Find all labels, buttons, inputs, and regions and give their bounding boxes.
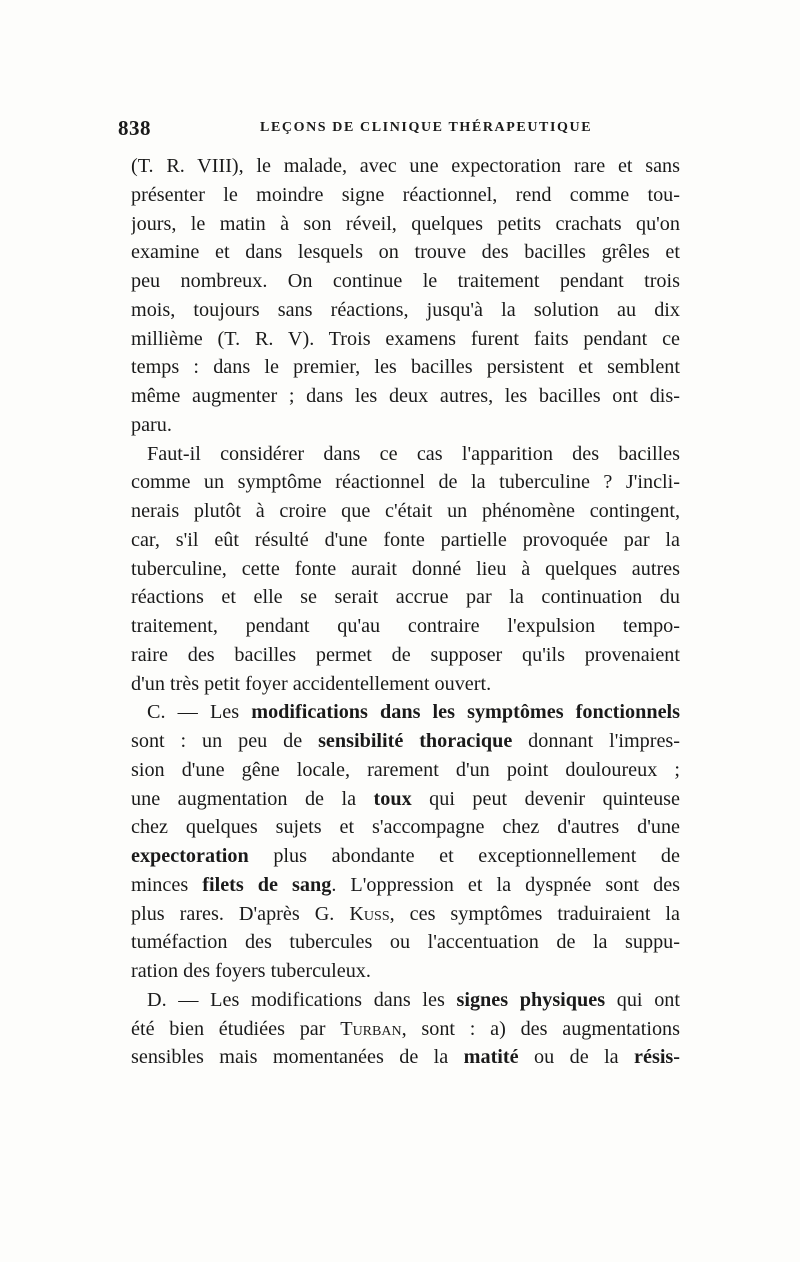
author-name: Kuss [349,902,390,925]
text-line: car, s'il eût résulté d'une fonte partielle provoquée par la [131,528,680,551]
text-line: sion d'une gêne locale, rarement d'un point douloureux ; [131,758,680,781]
bold-term: toux [373,787,412,810]
text-run: été bien étudiées par [131,1017,341,1040]
page-number: 838 [118,116,151,140]
text-line [131,842,680,871]
text-line: tuberculine, cette fonte aurait donné lieu à quelques autres [131,557,680,580]
text-run: plus abondante et exceptionnellement de [248,845,680,867]
bold-term: sensibilité thoracique [318,730,513,752]
bold-term: expectoration [131,845,249,867]
text-run: D. — Les modifications dans les [147,988,457,1011]
text-line: même augmenter ; dans les deux autres, les bacilles ont dis- [131,385,680,407]
bold-term: résis- [634,1046,680,1069]
text-line: chez quelques sujets et s'accompagne chez d'autres d'une [131,816,680,839]
text-line [131,871,680,900]
text-line: Faut-il considérer dans ce cas l'apparition des bacilles [147,442,680,465]
author-name: Turban [340,1017,402,1040]
text-run: qui ont [605,988,680,1011]
text-line: peu nombreux. On continue le traitement pendant trois [131,270,680,292]
text-line [131,698,680,727]
text-run: , ces symptômes traduiraient la [389,902,680,925]
body-text [131,152,680,1072]
text-line [131,900,680,929]
text-line: nerais plutôt à croire que c'était un phénomène contingent, [131,500,680,522]
text-line: réactions et elle se serait accrue par la continuation du [131,586,680,609]
text-run: plus rares. D'après G. [131,902,350,925]
paragraph-2 [131,440,680,699]
text-line [131,727,680,756]
text-run: une augmentation de la [131,787,374,810]
text-run: . L'oppression et la dyspnée sont des [331,873,680,896]
text-line [131,1043,680,1072]
text-run: ou de la [518,1046,635,1069]
page-header [118,116,678,146]
text-line [131,785,680,814]
text-line: millième (T. R. V). Trois examens furent faits pendant ce [131,327,680,350]
text-line: temps : dans le premier, les bacilles persistent et semblent [131,356,680,379]
text-run: sont : un peu de [131,730,319,752]
text-line: mois, toujours sans réactions, jusqu'à la solution au dix [131,298,680,321]
bold-term: modifications dans les symptômes fonctionnels [251,701,680,724]
text-line: d'un très petit foyer accidentellement ouvert. [131,672,492,695]
text-line: comme un symptôme réactionnel de la tuberculine ? J'incli- [131,471,680,494]
text-line: (T. R. VIII), le malade, avec une expectoration rare et sans [131,155,680,177]
running-title: LEÇONS DE CLINIQUE THÉRAPEUTIQUE [260,120,593,135]
text-line [131,1015,680,1044]
paragraph-1 [131,152,680,440]
text-run: donnant l'impres- [512,730,680,752]
bold-term: matité [463,1046,519,1069]
text-run: qui peut devenir quinteuse [411,787,680,810]
text-line: tuméfaction des tubercules ou l'accentuation de la suppu- [131,931,680,954]
text-run: C. — Les [147,701,252,724]
text-line: présenter le moindre signe réactionnel, rend comme tou- [131,183,680,206]
paragraph-c [131,698,680,986]
text-line: ration des foyers tuberculeux. [131,960,371,982]
text-line: examine et dans lesquels on trouve des bacilles grêles et [131,241,680,264]
bold-term: filets de sang [202,873,332,896]
text-line: paru. [131,413,172,436]
text-run: sensibles mais momentanées de la [131,1046,464,1069]
paragraph-d [131,986,680,1072]
text-line: raire des bacilles permet de supposer qu'ils provenaient [131,643,680,666]
text-line: jours, le matin à son réveil, quelques petits crachats qu'on [131,212,680,235]
bold-term: signes physiques [456,988,606,1011]
text-line: traitement, pendant qu'au contraire l'expulsion tempo- [131,615,680,637]
text-line [131,986,680,1015]
text-run: , sont : a) des augmentations [401,1017,680,1040]
text-run: minces [131,873,203,896]
